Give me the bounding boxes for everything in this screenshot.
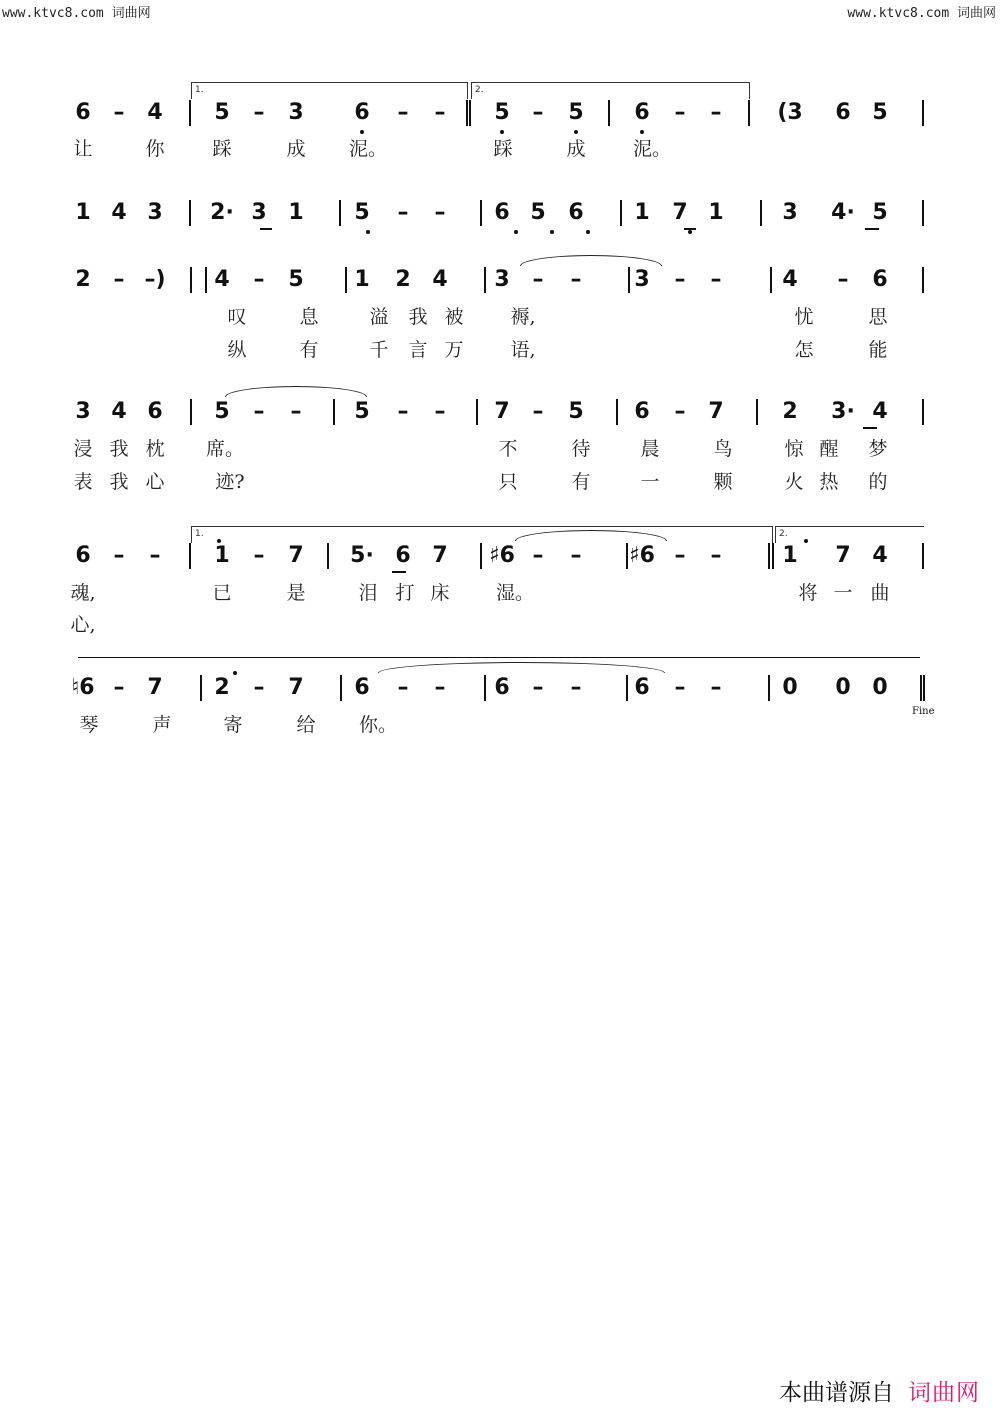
- lyric-syllable: 思: [868, 306, 888, 328]
- lyric-syllable: 溢: [369, 306, 389, 328]
- jianpu-note: –: [532, 267, 544, 292]
- jianpu-note: –: [397, 200, 409, 225]
- barline: [466, 100, 468, 126]
- jianpu-note: 3: [147, 200, 163, 225]
- lyric-syllable-verse2: 言: [408, 339, 428, 361]
- lyric-syllable: 我: [109, 438, 129, 460]
- jianpu-note: 1: [75, 200, 91, 225]
- barline: [333, 399, 335, 425]
- footer-credit: [779, 1374, 980, 1407]
- jianpu-note: 2: [395, 267, 411, 292]
- jianpu-note: 6: [568, 200, 584, 225]
- jianpu-note: 7: [288, 675, 304, 700]
- lyric-syllable: 席。: [205, 438, 245, 460]
- lyric-syllable: 枕: [145, 438, 165, 460]
- barline: [756, 399, 758, 425]
- jianpu-note: 7: [835, 543, 851, 568]
- jianpu-note: –: [710, 543, 722, 568]
- barline: [922, 267, 924, 293]
- jianpu-note: 3: [288, 100, 304, 125]
- jianpu-note: 5: [872, 200, 888, 225]
- jianpu-note: 2: [782, 399, 798, 424]
- lyric-syllable: 被: [444, 306, 464, 328]
- footer-site-logo: 词曲网: [908, 1380, 980, 1406]
- jianpu-note: –: [434, 100, 446, 125]
- jianpu-note: –: [532, 675, 544, 700]
- fine-marking: Fine: [912, 706, 935, 717]
- jianpu-note: 6: [354, 675, 370, 700]
- jianpu-note: 6: [494, 200, 510, 225]
- barline: [922, 399, 924, 425]
- octave-dot-low: [574, 130, 578, 134]
- lyric-syllable-verse2: 能: [868, 339, 888, 361]
- jianpu-note: ♮6: [71, 675, 95, 700]
- volta-bracket: [471, 82, 750, 99]
- barline: [768, 543, 770, 569]
- lyric-syllable: 忧: [794, 306, 814, 328]
- jianpu-note: 4: [111, 399, 127, 424]
- barline: [205, 267, 207, 293]
- jianpu-note: –: [397, 675, 409, 700]
- jianpu-note: –: [674, 675, 686, 700]
- octave-dot-low: [366, 230, 370, 234]
- jianpu-note: –: [674, 267, 686, 292]
- jianpu-note: 2: [214, 675, 230, 700]
- jianpu-note: 1: [354, 267, 370, 292]
- jianpu-note: 0: [872, 675, 888, 700]
- barline: [200, 675, 202, 701]
- jianpu-note: 3: [782, 200, 798, 225]
- barline: [626, 675, 628, 701]
- lyric-syllable: 床: [430, 582, 450, 604]
- lyric-syllable: 曲: [870, 582, 890, 604]
- jianpu-note: 6: [354, 100, 370, 125]
- volta-label: 1.: [195, 85, 204, 95]
- jianpu-note: 5: [214, 100, 230, 125]
- jianpu-note: 1: [782, 543, 798, 568]
- lyric-syllable: 是: [286, 582, 306, 604]
- lyric-syllable: 成: [566, 138, 586, 160]
- lyric-syllable: 一: [833, 582, 853, 604]
- lyric-syllable-verse2: 迹?: [215, 471, 245, 493]
- jianpu-note: 6: [75, 100, 91, 125]
- barline: [480, 543, 482, 569]
- jianpu-note: 6: [835, 100, 851, 125]
- rhythm-underline: [863, 427, 877, 429]
- lyric-syllable: 已: [212, 582, 232, 604]
- jianpu-note: 2·: [210, 200, 234, 225]
- volta-label: 1.: [195, 529, 204, 539]
- jianpu-note: 4: [782, 267, 798, 292]
- lyric-syllable: 声: [152, 714, 172, 736]
- lyric-syllable-verse2: 有: [571, 471, 591, 493]
- jianpu-note: –: [837, 267, 849, 292]
- lyric-syllable-verse2: 怎: [794, 339, 814, 361]
- jianpu-note: 4: [872, 399, 888, 424]
- volta-bracket: [191, 526, 773, 543]
- lyric-syllable: 踩: [493, 138, 513, 160]
- rhythm-underline: [260, 228, 272, 230]
- lyric-syllable: 成: [286, 138, 306, 160]
- octave-dot-high: [233, 671, 237, 675]
- jianpu-note: 6: [147, 399, 163, 424]
- jianpu-note: 5·: [350, 543, 374, 568]
- jianpu-note: 1: [708, 200, 724, 225]
- jianpu-note: 3·: [831, 399, 855, 424]
- jianpu-note: 3: [634, 267, 650, 292]
- tie-slur: [378, 662, 665, 673]
- barline: [920, 675, 922, 701]
- octave-dot-high: [804, 539, 808, 543]
- lyric-syllable: 晨: [640, 438, 660, 460]
- jianpu-note: 6: [75, 543, 91, 568]
- jianpu-note: 6: [634, 675, 650, 700]
- jianpu-note: –: [570, 675, 582, 700]
- barline: [768, 675, 770, 701]
- jianpu-note: 5: [530, 200, 546, 225]
- lyric-syllable: 叹: [227, 306, 247, 328]
- jianpu-note: 7: [708, 399, 724, 424]
- lyric-syllable: 鸟: [713, 438, 733, 460]
- lyric-syllable-verse2: 一: [640, 471, 660, 493]
- jianpu-note: –: [570, 267, 582, 292]
- lyric-syllable: 踩: [212, 138, 232, 160]
- octave-dot-low: [550, 230, 554, 234]
- lyric-syllable-verse2: 我: [109, 471, 129, 493]
- rhythm-underline: [392, 571, 406, 573]
- tie-slur: [520, 255, 662, 266]
- barline: [626, 543, 628, 569]
- lyric-syllable: 泪: [358, 582, 378, 604]
- lyric-syllable-verse2: 纵: [227, 339, 247, 361]
- jianpu-note: 4: [872, 543, 888, 568]
- jianpu-note: –: [674, 543, 686, 568]
- header-watermark-right: www.ktvc8.com 词曲网: [847, 6, 996, 21]
- jianpu-note: –: [532, 543, 544, 568]
- jianpu-note: 5: [568, 100, 584, 125]
- lyric-syllable: 褥,: [510, 306, 536, 328]
- lyric-syllable-verse2: 只: [498, 471, 518, 493]
- jianpu-note: 5: [214, 399, 230, 424]
- octave-dot-low: [360, 130, 364, 134]
- jianpu-note: –: [113, 675, 125, 700]
- lyric-syllable: 打: [395, 582, 415, 604]
- octave-dot-low: [500, 130, 504, 134]
- lyric-syllable: 你。: [358, 714, 398, 736]
- jianpu-note: 7: [494, 399, 510, 424]
- jianpu-note: 7: [432, 543, 448, 568]
- jianpu-note: 5: [288, 267, 304, 292]
- jianpu-note: 7: [147, 675, 163, 700]
- rhythm-underline: [865, 228, 879, 230]
- jianpu-note: –: [674, 100, 686, 125]
- octave-dot-high: [217, 539, 221, 543]
- lyric-syllable-verse2: 表: [73, 471, 93, 493]
- jianpu-note: 4·: [831, 200, 855, 225]
- jianpu-note: (3: [777, 100, 803, 125]
- lyric-syllable-verse2: 颗: [713, 471, 733, 493]
- footer-source: 本曲谱源自: [779, 1380, 894, 1406]
- barline: [922, 543, 924, 569]
- jianpu-note: –: [290, 399, 302, 424]
- barline: [190, 267, 192, 293]
- volta-bracket: [191, 82, 468, 99]
- jianpu-note: –: [434, 675, 446, 700]
- jianpu-note: –: [710, 675, 722, 700]
- barline: [189, 543, 191, 569]
- lyric-syllable-verse2: 火: [784, 471, 804, 493]
- jianpu-note: 4: [147, 100, 163, 125]
- octave-dot-low: [640, 130, 644, 134]
- jianpu-note: 6: [494, 675, 510, 700]
- barline: [620, 200, 622, 226]
- jianpu-note: 5: [494, 100, 510, 125]
- barline: [340, 675, 342, 701]
- lyric-syllable: 你: [145, 138, 165, 160]
- jianpu-note: ♯6: [489, 543, 515, 568]
- staff-top-line: [78, 657, 920, 658]
- barline: [748, 100, 750, 126]
- jianpu-note: 1: [634, 200, 650, 225]
- jianpu-note: ♯6: [629, 543, 655, 568]
- barline: [469, 100, 471, 126]
- rhythm-underline: [684, 228, 696, 230]
- barline: [480, 200, 482, 226]
- octave-dot-low: [586, 230, 590, 234]
- jianpu-note: 5: [568, 399, 584, 424]
- jianpu-note: –: [434, 399, 446, 424]
- volta-label: 2.: [779, 529, 788, 539]
- lyric-syllable: 琴: [79, 714, 99, 736]
- lyric-syllable: 浸: [73, 438, 93, 460]
- header-watermark-left: www.ktvc8.com 词曲网: [2, 6, 151, 21]
- jianpu-note: 5: [872, 100, 888, 125]
- lyric-syllable: 湿。: [495, 582, 535, 604]
- barline: [760, 200, 762, 226]
- octave-dot-low: [688, 230, 692, 234]
- jianpu-note: 4: [432, 267, 448, 292]
- jianpu-note: 6: [872, 267, 888, 292]
- barline: [484, 675, 486, 701]
- barline: [922, 100, 924, 126]
- jianpu-note: 6: [634, 100, 650, 125]
- jianpu-note: –: [710, 267, 722, 292]
- lyric-syllable: 魂,: [70, 582, 96, 604]
- barline: [616, 399, 618, 425]
- barline: [484, 267, 486, 293]
- lyric-syllable-verse2: 心,: [70, 614, 96, 636]
- jianpu-note: –: [113, 543, 125, 568]
- jianpu-note: –): [144, 267, 166, 292]
- barline: [189, 200, 191, 226]
- jianpu-note: 4: [111, 200, 127, 225]
- jianpu-note: –: [113, 100, 125, 125]
- barline: [608, 100, 610, 126]
- barline: [190, 399, 192, 425]
- lyric-syllable: 梦: [868, 438, 888, 460]
- lyric-syllable: 让: [73, 138, 93, 160]
- barline: [345, 267, 347, 293]
- lyric-syllable: 惊: [784, 438, 804, 460]
- jianpu-note: 7: [288, 543, 304, 568]
- jianpu-note: 2: [75, 267, 91, 292]
- jianpu-note: 6: [634, 399, 650, 424]
- jianpu-note: –: [113, 267, 125, 292]
- volta-bracket: [775, 526, 924, 543]
- jianpu-note: –: [532, 100, 544, 125]
- jianpu-note: 5: [354, 399, 370, 424]
- jianpu-note: –: [570, 543, 582, 568]
- lyric-syllable-verse2: 热: [819, 471, 839, 493]
- lyric-syllable: 将: [798, 582, 818, 604]
- lyric-syllable: 醒: [819, 438, 839, 460]
- jianpu-note: 3: [75, 399, 91, 424]
- jianpu-note: 5: [354, 200, 370, 225]
- jianpu-note: –: [253, 399, 265, 424]
- lyric-syllable: 泥。: [348, 138, 388, 160]
- jianpu-note: 3: [494, 267, 510, 292]
- barline: [476, 399, 478, 425]
- barline: [923, 675, 925, 701]
- jianpu-note: –: [149, 543, 161, 568]
- lyric-syllable-verse2: 万: [444, 339, 464, 361]
- barline: [327, 543, 329, 569]
- jianpu-note: 3: [251, 200, 267, 225]
- jianpu-note: –: [253, 100, 265, 125]
- lyric-syllable-verse2: 语,: [510, 339, 536, 361]
- jianpu-note: –: [397, 100, 409, 125]
- octave-dot-low: [514, 230, 518, 234]
- barline: [189, 100, 191, 126]
- jianpu-note: –: [253, 267, 265, 292]
- lyric-syllable: 待: [571, 438, 591, 460]
- jianpu-note: –: [253, 675, 265, 700]
- jianpu-note: –: [397, 399, 409, 424]
- lyric-syllable: 给: [296, 714, 316, 736]
- lyric-syllable: 我: [408, 306, 428, 328]
- jianpu-note: –: [710, 100, 722, 125]
- jianpu-note: –: [253, 543, 265, 568]
- jianpu-note: 1: [288, 200, 304, 225]
- jianpu-note: –: [674, 399, 686, 424]
- lyric-syllable: 泥。: [632, 138, 672, 160]
- lyric-syllable-verse2: 心: [145, 471, 165, 493]
- jianpu-note: 0: [782, 675, 798, 700]
- jianpu-note: 4: [214, 267, 230, 292]
- jianpu-note: 7: [672, 200, 688, 225]
- barline: [772, 543, 774, 569]
- lyric-syllable-verse2: 有: [299, 339, 319, 361]
- barline: [770, 267, 772, 293]
- tie-slur: [225, 386, 367, 397]
- barline: [339, 200, 341, 226]
- volta-label: 2.: [475, 85, 484, 95]
- lyric-syllable: 息: [299, 306, 319, 328]
- jianpu-note: –: [532, 399, 544, 424]
- barline: [922, 200, 924, 226]
- lyric-syllable: 不: [498, 438, 518, 460]
- lyric-syllable: 寄: [223, 714, 243, 736]
- jianpu-note: 0: [835, 675, 851, 700]
- lyric-syllable-verse2: 的: [868, 471, 888, 493]
- barline: [628, 267, 630, 293]
- lyric-syllable-verse2: 千: [369, 339, 389, 361]
- jianpu-note: –: [434, 200, 446, 225]
- jianpu-note: 1: [214, 543, 230, 568]
- jianpu-note: 6: [395, 543, 411, 568]
